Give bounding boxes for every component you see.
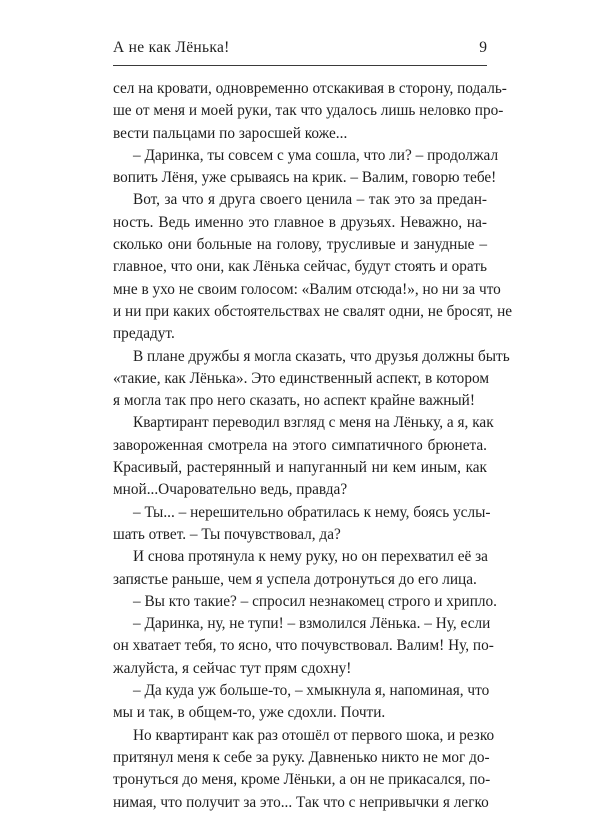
- text-line: – Даринка, ну, не тупи! – взмолился Лёнька. – Ну, если: [133, 615, 491, 633]
- body-text: [113, 78, 513, 814]
- text-line: он хватает тебя, то ясно, что почувствовал. Валим! Ну, по-: [113, 637, 494, 655]
- text-line: главное, что они, как Лёнька сейчас, будут стоять и орать: [113, 258, 487, 276]
- text-line: завороженная смотрела на этого симпатичного брюнета.: [113, 436, 487, 454]
- text-line: жалуйста, я сейчас тут прям сдохну!: [113, 659, 352, 677]
- text-line: притянул меня к себе за руку. Давненько никто не мог до-: [113, 748, 490, 766]
- text-line: – Да куда уж больше-то, – хмыкнула я, напоминая, что: [133, 682, 490, 700]
- text-line: мной...Очаровательно ведь, правда?: [113, 481, 348, 499]
- text-line: тронуться до меня, кроме Лёньки, а он не прикасался, по-: [113, 771, 491, 789]
- text-line: Вот, за что я друга своего ценила – так это за предан-: [133, 191, 487, 209]
- text-line: я могла так про него сказать, но аспект крайне важный!: [113, 392, 475, 410]
- text-line: шать ответ. – Ты почувствовал, да?: [113, 525, 341, 543]
- text-line: и ни при каких обстоятельствах не свалят одни, не бросят, не: [113, 302, 513, 320]
- page-number: 9: [479, 39, 487, 56]
- running-header: [113, 37, 487, 66]
- text-line: мне в ухо не своим голосом: «Валим отсюда!», но ни за что: [113, 280, 501, 298]
- text-line: «такие, как Лёнька». Это единственный аспект, в котором: [113, 369, 490, 387]
- text-line: И снова протянула к нему руку, но он перехватил её за: [133, 548, 488, 566]
- text-line: ность. Ведь именно это главное в друзьях. Неважно, на-: [113, 213, 487, 231]
- running-title: А не как Лёнька!: [113, 39, 230, 56]
- text-line: – Ты... – нерешительно обратилась к нему, боясь услы-: [133, 503, 491, 521]
- text-line: мы и так, в общем-то, уже сдохли. Почти.: [113, 704, 386, 722]
- text-line: Красивый, растерянный и напуганный ни кем иным, как: [113, 459, 487, 477]
- text-line: нимая, что получит за это... Так что с непривычки я легко: [113, 793, 489, 811]
- text-line: предадут.: [113, 325, 175, 343]
- text-line: – Вы кто такие? – спросил незнакомец строго и хрипло.: [133, 592, 497, 610]
- text-line: Квартирант переводил взгляд с меня на Лёньку, а я, как: [133, 414, 494, 432]
- text-line: сел на кровати, одновременно отскакивая в сторону, подаль-: [113, 80, 507, 97]
- text-line: Но квартирант как раз отошёл от первого шока, и резко: [133, 726, 495, 744]
- text-line: сколько они больные на голову, трусливые и занудные –: [113, 236, 487, 254]
- text-line: запястье раньше, чем я успела дотронуться до его лица.: [113, 570, 477, 588]
- text-line: вести пальцами по заросшей коже...: [113, 124, 348, 142]
- text-line: вопить Лёня, уже срываясь на крик. – Валим, говорю тебе!: [113, 169, 497, 187]
- text-line: – Даринка, ты совсем с ума сошла, что ли? – продолжал: [133, 146, 499, 164]
- text-line: ше от меня и моей руки, так что удалось лишь неловко про-: [113, 102, 504, 120]
- text-line: В плане дружбы я могла сказать, что друзья должны быть: [133, 347, 510, 365]
